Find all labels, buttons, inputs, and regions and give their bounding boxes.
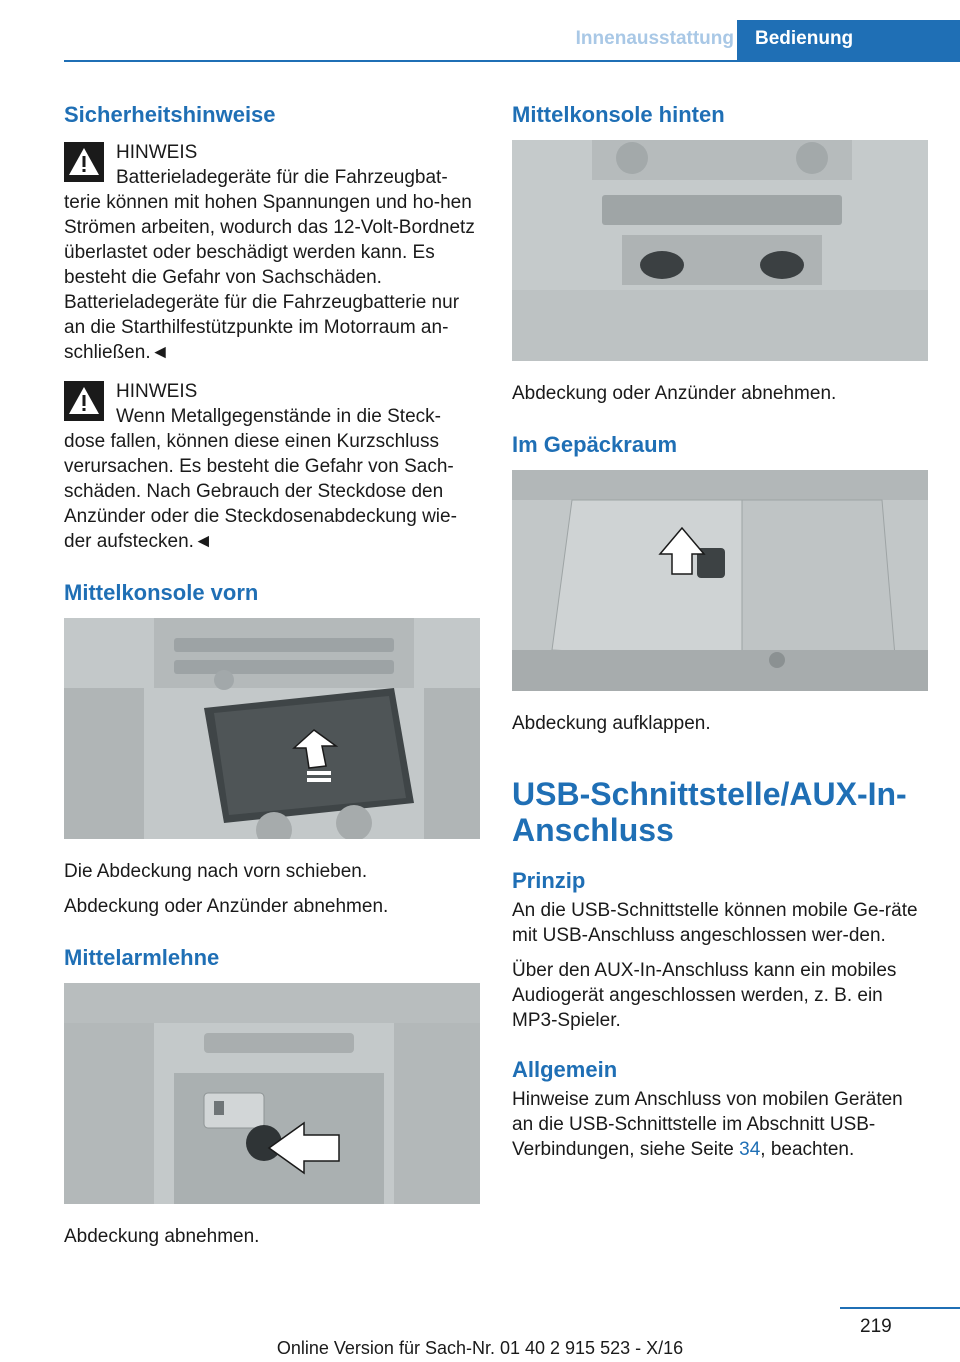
warning-icon	[64, 142, 104, 182]
warning-text: Wenn Metallgegenstände in die Steck-dose fallen, können diese einen Kurzschluss verursachen. Es besteht die Gefahr von Sach-schäden. Nach Gebrauch der Steckdose den Anzünder oder die Steckdosenabdeckung wie-der aufstecken.◄	[64, 406, 457, 552]
rear-console-heading: Mittelkonsole hinten	[512, 102, 725, 127]
principle-text-1: An die USB-Schnittstelle können mobile Ge-räte mit USB-Anschluss angeschlossen wer-den.	[512, 900, 918, 946]
page-header	[0, 0, 960, 62]
warning-text: Batterieladegeräte für die Fahrzeugbat-terie können mit hohen Spannungen und ho-hen Strömen arbeiten, wodurch das 12-Volt-Bordnetz überlastet oder beschädigt werden kann. Es besteht die Gefahr von Sachschäden. Batterieladegeräte für die Fahrzeugbatterie nur an die Starthilfestützpunkte im Motorraum an-schließen.◄	[64, 167, 475, 363]
general-text-start: Hinweise zum Anschluss von mobilen Geräten an die USB-Schnittstelle im Abschnitt USB-Verbindungen, siehe Seite	[512, 1089, 903, 1160]
general-text	[512, 1087, 928, 1162]
armrest-text: Abdeckung abnehmen.	[64, 1226, 260, 1247]
online-version-note: Online Version für Sach-Nr. 01 40 2 915 523 - X/16	[276, 1338, 684, 1358]
footer-rule	[840, 1307, 960, 1309]
principle-heading: Prinzip	[512, 868, 586, 893]
header-section-tab[interactable]: Innenausstattung	[575, 28, 734, 49]
warning-title: HINWEIS	[116, 381, 198, 402]
luggage-heading: Im Gepäckraum	[512, 432, 678, 457]
front-console-text-1: Die Abdeckung nach vorn schieben.	[64, 861, 368, 882]
front-console-text-2: Abdeckung oder Anzünder abnehmen.	[64, 896, 389, 917]
right-column	[512, 100, 928, 1172]
rear-console-text: Abdeckung oder Anzünder abnehmen.	[512, 383, 837, 404]
safety-heading: Sicherheitshinweise	[64, 102, 276, 127]
usb-aux-heading: USB-Schnittstelle/AUX-In-Anschluss	[512, 776, 907, 848]
principle-text-2: Über den AUX-In-Anschluss kann ein mobiles Audiogerät angeschlossen werden, z. B. ein MP3-Spieler.	[512, 960, 897, 1031]
rear-console-illustration	[512, 140, 928, 361]
page-number: 219	[860, 1316, 892, 1337]
general-heading: Allgemein	[512, 1057, 618, 1082]
front-console-heading: Mittelkonsole vorn	[64, 580, 259, 605]
header-rule	[64, 60, 960, 62]
warning-note-1	[64, 140, 480, 365]
warning-icon	[64, 381, 104, 421]
general-text-end: , beachten.	[760, 1139, 855, 1160]
front-console-illustration	[64, 618, 480, 839]
left-column	[64, 100, 480, 1259]
armrest-heading: Mittelarmlehne	[64, 945, 220, 970]
warning-note-2	[64, 379, 480, 554]
header-chapter-tab[interactable]: Bedienung	[737, 20, 960, 62]
page-reference-link[interactable]: 34	[739, 1139, 761, 1160]
armrest-illustration	[64, 983, 480, 1204]
luggage-illustration	[512, 470, 928, 691]
luggage-text: Abdeckung aufklappen.	[512, 713, 711, 734]
warning-title: HINWEIS	[116, 142, 198, 163]
